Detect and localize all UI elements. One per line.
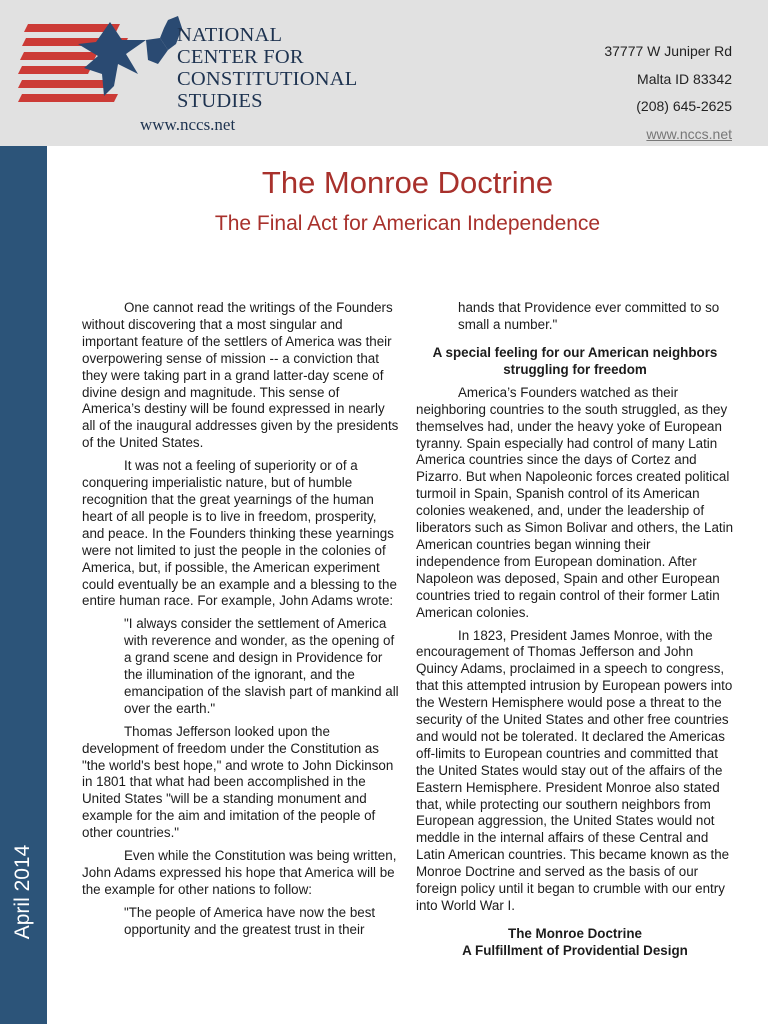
block-quote-continued: hands that Providence ever committed to so small a number." [458,300,720,332]
section-heading-line: A Fulfillment of Providential Design [462,943,688,959]
paragraph: Thomas Jefferson looked upon the development of freedom under the Constitution as "the world's best hope," and wrote to John Dickinson in 1801 that what had been accomplished in the United States "will be a standing monument and example for the aim and imitation of the people of other countries." [82,723,394,841]
block-quote: "I always consider the settlement of America with reverence and wonder, as the opening of a grand scene and design in Providence for the illumination of the ignorant, and the emancipation of the slavish part of mankind all over the earth." [124,616,399,716]
nccs-logo-icon [18,14,188,114]
section-heading [416,925,734,960]
website-link[interactable]: www.nccs.net [646,125,732,142]
phone-line: (208) 645-2625 [636,98,732,114]
section-heading: A special feeling for our American neighbors struggling for freedom [432,344,718,378]
logo-url: www.nccs.net [140,115,236,134]
section-heading-line: The Monroe Doctrine [508,925,642,941]
left-column [82,300,400,945]
paragraph: It was not a feeling of superiority or of a conquering imperialistic nature, but of humble recognition that the great yearnings of the human heart of all people is to live in freedom, prosperity, and peace. In the Founders thinking these yearnings were not limited to just the people in the colonies of America, but, if possible, the American experiment could eventually be an example and a blessing to the entire human race. For example, John Adams wrote: [82,458,397,609]
org-name-line: CENTER FOR [177,46,304,68]
article-title: The Monroe Doctrine [261,165,554,200]
page-header [0,0,768,146]
address-line: 37777 W Juniper Rd [604,43,732,59]
article-subtitle: The Final Act for American Independence [214,212,601,235]
city-line: Malta ID 83342 [637,70,732,87]
paragraph: In 1823, President James Monroe, with the encouragement of Thomas Jefferson and John Quincy Adams, proclaimed in a speech to congress, that this attempted intrusion by European powers into the Western Hemisphere would pose a threat to the security of the United States and other free countries and would not be tolerated. It declared the Americas off-limits to European countries and committed that the United States would stay out of the affairs of the Eastern Hemisphere. President Monroe also stated that, while protecting our southern neighbors from European aggression, the United States would not meddle in the internal affairs of these Central and Latin American countries. This became known as the Monroe Doctrine and served as the basis of our foreign policy until it began to crumble with our entry into World War I. [416,627,733,913]
block-quote: "The people of America have now the best opportunity and the greatest trust in their [124,904,376,937]
issue-date: April 2014 [11,844,34,940]
org-name-line: STUDIES [177,90,263,112]
right-column [416,300,734,966]
org-name-line: CONSTITUTIONAL [177,68,358,90]
contact-block [604,38,732,148]
org-name-line: NATIONAL [177,24,283,46]
paragraph: America’s Founders watched as their neighboring countries to the south struggled, as they themselves had, under the heavy yoke of European tyranny. Spain especially had control of many Latin America countries since the days of Cortez and Pizarro. But when Napoleonic forces created political turmoil in Spain, Spanish control of its American colonies weakened, and, under the leadership of liberators such as Simon Bolivar and others, the Latin American countries began winning their independence from European domination. After Napoleon was deposed, Spain and other European countries tried to regain control of their former Latin American colonies. [416,384,734,620]
paragraph: One cannot read the writings of the Founders without discovering that a most singular and important feature of the settlers of America was their overpowering sense of mission -- a conviction that they were taking part in a grand latter-day scene of divine design and magnitude. This sense of America’s destiny will be found expressed in nearly all of the inaugural addresses given by the presidents of the United States. [82,300,399,451]
org-name [177,24,357,112]
paragraph: Even while the Constitution was being written, John Adams expressed his hope that America will be the example for other nations to follow: [82,848,397,897]
